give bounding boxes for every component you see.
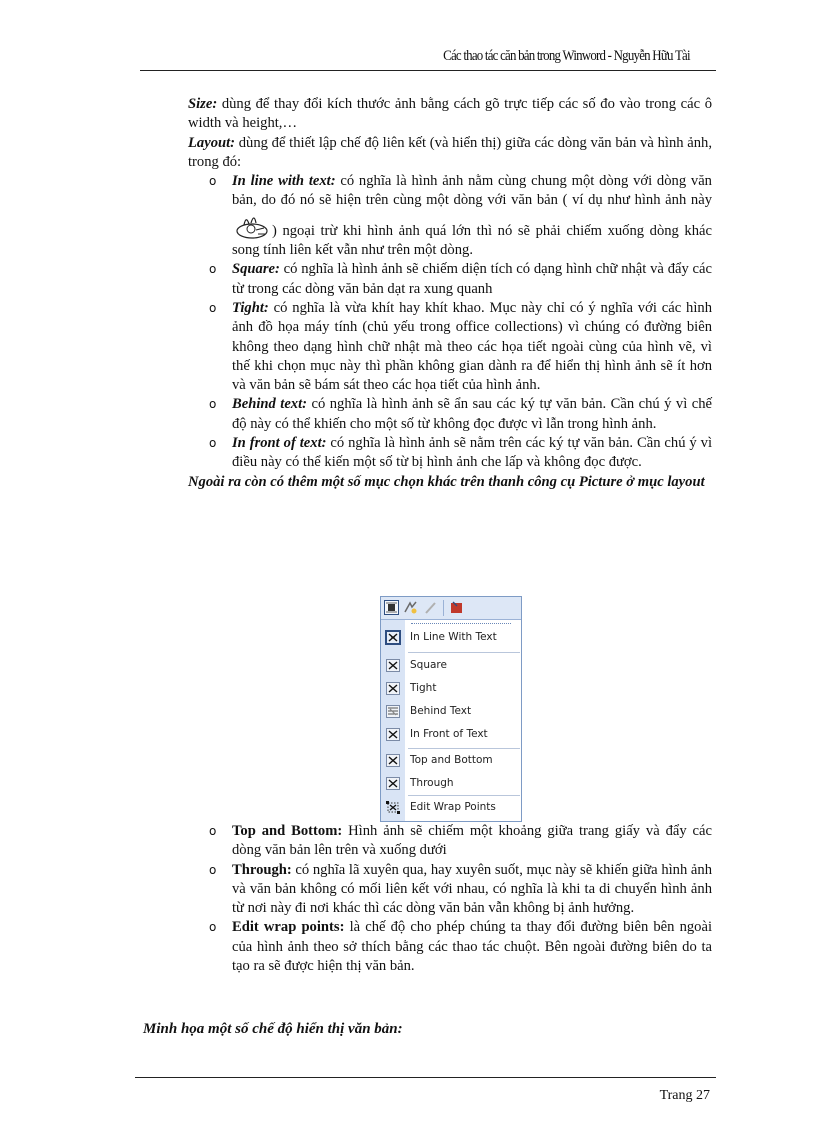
bullet-icon: o	[209, 862, 217, 877]
menu-separator	[408, 795, 520, 796]
through-term: Through:	[232, 861, 292, 878]
menu-drag-handle[interactable]	[411, 623, 511, 624]
edit-wrap-points-icon	[386, 801, 400, 814]
topbottom-text: Hình ảnh sẽ chiếm một khoảng giữa trang giấy và đẩy các dòng văn bản lên trên và xuống dưới	[232, 823, 712, 859]
inline-text-b: ) ngoại trừ khi hình ảnh quá lớn thì nó sẽ phải chiếm xuống dòng khác song tính liên kết vẫn như trên một dòng.	[232, 222, 712, 259]
list-item	[188, 918, 712, 976]
size-text: dùng để thay đổi kích thước ảnh bằng cách gõ trực tiếp các số đo vào trong các ô width và height,…	[188, 96, 712, 132]
bullet-icon: o	[209, 920, 217, 935]
size-term: Size:	[188, 96, 218, 112]
format-picture-icon[interactable]	[403, 600, 418, 615]
toolbar-note	[188, 473, 712, 492]
note-text: Ngoài ra còn có thêm một số mục chọn khác trên thanh công cụ Picture ở mục layout	[188, 473, 705, 490]
front-term: In front of text:	[232, 435, 327, 452]
list-item	[188, 861, 712, 919]
list-item	[188, 434, 712, 473]
menu-item-label: In Front of Text	[410, 728, 488, 740]
layout-options-list-2	[188, 822, 712, 976]
editwrap-term: Edit wrap points:	[232, 919, 345, 936]
list-item	[188, 822, 712, 861]
rabbit-clipart-icon	[232, 211, 272, 239]
menu-item-label: In Line With Text	[410, 631, 497, 643]
page-content-lower	[188, 822, 712, 976]
behind-text-icon	[386, 705, 400, 718]
menu-item-square[interactable]	[381, 655, 521, 677]
menu-item-label: Top and Bottom	[410, 754, 493, 766]
page-content	[188, 95, 712, 492]
list-item	[188, 172, 712, 260]
page-footer	[135, 1077, 716, 1103]
list-item	[188, 395, 712, 434]
menu-item-label: Square	[410, 659, 447, 671]
layout-paragraph	[188, 134, 712, 173]
set-transparent-color-icon[interactable]	[423, 600, 438, 615]
topbottom-term: Top and Bottom:	[232, 823, 343, 839]
inline-text-a: có nghĩa là hình ảnh nằm cùng chung một dòng với dòng văn bản, do đó nó sẽ hiện trên cùng một dòng với văn bản ( ví dụ như hình ảnh này	[232, 173, 712, 209]
menu-item-edit-wrap-points[interactable]	[381, 797, 521, 819]
menu-item-in-front-of-text[interactable]	[381, 724, 521, 746]
inline-term: In line with text:	[232, 173, 336, 190]
page-header	[140, 48, 716, 71]
menu-item-in-line-with-text[interactable]	[381, 627, 521, 649]
through-wrap-icon	[386, 777, 400, 790]
text-wrapping-menu	[380, 596, 522, 822]
menu-separator	[408, 652, 520, 653]
menu-item-through[interactable]	[381, 773, 521, 795]
behind-term: Behind text:	[232, 396, 308, 413]
square-text: có nghĩa là hình ảnh sẽ chiếm diện tích có dạng hình chữ nhật và đẩy các từ trong các dòng văn bản dạt ra xung quanh	[232, 261, 712, 297]
page-number: Trang 27	[659, 1088, 710, 1103]
bullet-icon: o	[209, 824, 217, 838]
tight-term: Tight:	[232, 299, 269, 316]
top-and-bottom-icon	[386, 754, 400, 767]
through-text: có nghĩa lã xuyên qua, hay xuyên suốt, mục này sẽ khiến giữa hình ảnh và văn bản không có mối liên kết với nhau, có nghĩa là khi ta di chuyển hình ảnh từ nơi này đi nơi khác thì các dòng văn bản vẫn không bị ảnh hưởng.	[232, 861, 712, 917]
menu-item-behind-text[interactable]	[381, 701, 521, 723]
list-item	[188, 260, 712, 299]
reset-picture-icon[interactable]	[449, 600, 464, 615]
behind-text: có nghĩa là hình ảnh sẽ ẩn sau các ký tự văn bản. Cần chú ý vì chế độ này có thể khiến cho một số từ không đọc được vì lẫn trong hình ảnh.	[232, 396, 713, 432]
picture-toolbar	[381, 597, 521, 620]
text-wrapping-icon[interactable]	[384, 600, 399, 615]
menu-separator	[408, 748, 520, 749]
menu-item-label: Tight	[410, 682, 437, 694]
list-item	[188, 299, 712, 395]
toolbar-separator	[443, 600, 444, 616]
bullet-icon: o	[209, 436, 217, 451]
layout-options-list	[188, 172, 712, 472]
menu-item-tight[interactable]	[381, 678, 521, 700]
tight-wrap-icon	[386, 682, 400, 695]
bullet-icon: o	[209, 397, 217, 412]
square-wrap-icon	[386, 659, 400, 672]
bullet-icon: o	[209, 300, 217, 315]
front-text: có nghĩa là hình ảnh sẽ nằm trên các ký tự văn bản. Cần chú ý vì điều này có thể kiến một số từ bị hình ảnh che lấp và không đọc được.	[232, 435, 713, 471]
illustration-heading: Minh họa một số chế độ hiển thị văn bản:	[143, 1021, 403, 1037]
in-front-of-text-icon	[386, 728, 400, 741]
menu-item-top-and-bottom[interactable]	[381, 750, 521, 772]
square-term: Square:	[232, 261, 280, 278]
size-paragraph	[188, 95, 712, 134]
tight-text: có nghĩa là vừa khít hay khít khao. Mục này chỉ có ý nghĩa với các hình ảnh đồ họa máy tính (chủ yếu trong office collections) vì chúng có đường biên không theo dạng hình chữ nhật mà theo các họa tiết ngoài cùng của hình vẽ, vì thế khi chọn mục này thì phần không gian dành ra để hiển thị hình ảnh sẽ ít hơn và văn bản sẽ bám sát theo các họa tiết của hình ảnh.	[232, 299, 712, 394]
header-title: Các thao tác căn bản trong Winword - Nguyễn Hữu Tài	[443, 48, 690, 64]
menu-item-label: Through	[410, 777, 454, 789]
menu-item-label: Behind Text	[410, 705, 472, 717]
menu-item-label: Edit Wrap Points	[410, 801, 496, 813]
bullet-icon: o	[209, 174, 217, 189]
bullet-icon: o	[209, 262, 217, 277]
editwrap-text: là chế độ cho phép chúng ta thay đổi đường biên bên ngoài của hình ảnh theo sở thích bằng các thao tác chuột. Bên ngoài đường biên do ta tạo ra sẽ được hiện thị văn bản.	[232, 919, 712, 975]
layout-term: Layout:	[188, 134, 236, 151]
layout-text: dùng để thiết lập chế độ liên kết (và hiển thị) giữa các dòng văn bản và hình ảnh, trong đó:	[188, 134, 712, 170]
in-line-with-text-icon	[386, 631, 400, 644]
